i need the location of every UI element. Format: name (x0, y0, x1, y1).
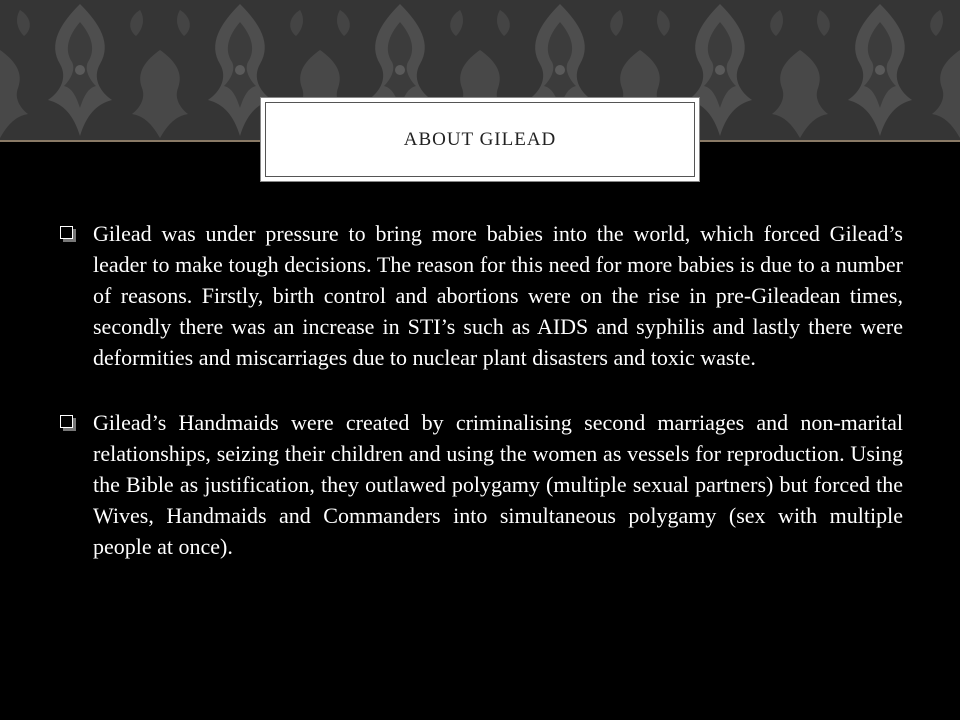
bullet-text: Gilead’s Handmaids were created by criminalising second marriages and non-marital relationships, seizing their children and using the women as vessels for reproduction. Using the Bible as justification, they outlawed polygamy (multiple sexual partners) but forced the Wives, Handmaids and Commanders into simultaneous polygamy (sex with multiple people at once). (93, 410, 903, 559)
checkbox-bullet-icon (60, 415, 77, 432)
slide-title: ABOUT GILEAD (403, 128, 557, 150)
bullet-text: Gilead was under pressure to bring more babies into the world, which forced Gilead’s leader to make tough decisions. The reason for this need for more babies is due to a number of reasons. Firstly, birth control and abortions were on the rise in pre-Gileadean times, secondly there was an increase in STI’s such as AIDS and syphilis and lastly there were deformities and miscarriages due to nuclear plant disasters and toxic waste. (93, 221, 903, 370)
bullet-item (60, 407, 903, 562)
bullet-item (60, 218, 903, 373)
title-frame (265, 102, 695, 177)
checkbox-bullet-icon (60, 226, 77, 243)
title-box (260, 97, 700, 182)
slide-content (60, 218, 903, 596)
